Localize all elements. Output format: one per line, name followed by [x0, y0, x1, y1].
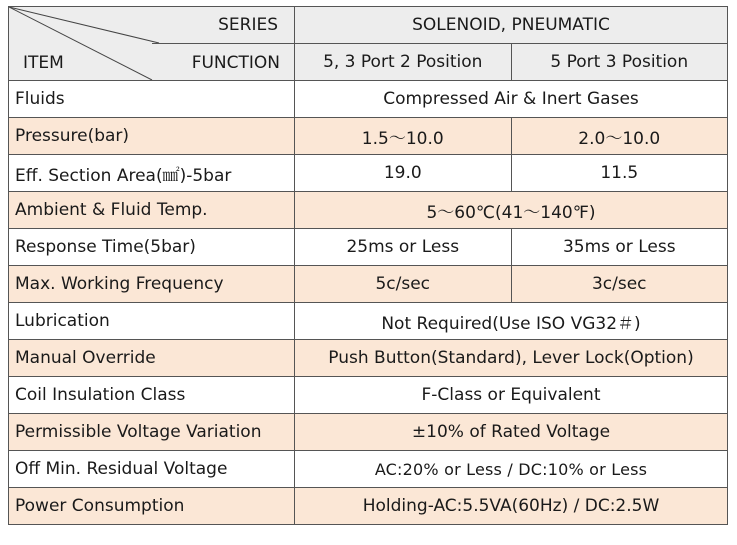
- row-item: Power Consumption: [9, 488, 295, 525]
- row-item: Pressure(bar): [9, 118, 295, 155]
- row-value: 5～60℃(41～140℉): [295, 192, 728, 229]
- diagonal-line-series: [9, 7, 159, 43]
- item-label: ITEM: [23, 53, 64, 73]
- header-corner: [9, 7, 294, 80]
- table-row: [9, 340, 728, 377]
- header-corner-cell: [9, 7, 295, 81]
- row-item: Max. Working Frequency: [9, 266, 295, 303]
- row-value: Not Required(Use ISO VG32＃): [295, 303, 728, 340]
- row-item: Coil Insulation Class: [9, 377, 295, 414]
- row-value: F-Class or Equivalent: [295, 377, 728, 414]
- table-row: [9, 451, 728, 488]
- row-item: Response Time(5bar): [9, 229, 295, 266]
- row-value-col2: 35ms or Less: [511, 229, 728, 266]
- row-item: Eff. Section Area(㎟)-5bar: [9, 155, 295, 192]
- col1-label: 5, 3 Port 2 Position: [295, 44, 512, 81]
- series-value: SOLENOID, PNEUMATIC: [295, 7, 728, 44]
- row-value: AC:20% or Less / DC:10% or Less: [295, 451, 728, 488]
- row-value-col1: 25ms or Less: [295, 229, 512, 266]
- table-row: [9, 377, 728, 414]
- table-row: [9, 229, 728, 266]
- header-row-series: [9, 7, 728, 44]
- row-value-col2: 2.0～10.0: [511, 118, 728, 155]
- row-item: Lubrication: [9, 303, 295, 340]
- row-value: ±10% of Rated Voltage: [295, 414, 728, 451]
- row-item: Ambient & Fluid Temp.: [9, 192, 295, 229]
- table-row: [9, 488, 728, 525]
- row-value: Compressed Air & Inert Gases: [295, 81, 728, 118]
- row-value: Push Button(Standard), Lever Lock(Option): [295, 340, 728, 377]
- row-value-col1: 19.0: [295, 155, 512, 192]
- table-row: [9, 192, 728, 229]
- row-value-col1: 1.5～10.0: [295, 118, 512, 155]
- row-value-col2: 11.5: [511, 155, 728, 192]
- col2-label: 5 Port 3 Position: [511, 44, 728, 81]
- table-row: [9, 118, 728, 155]
- row-value-col1: 5c/sec: [295, 266, 512, 303]
- row-value: Holding-AC:5.5VA(60Hz) / DC:2.5W: [295, 488, 728, 525]
- table-row: [9, 303, 728, 340]
- spec-table: [8, 6, 728, 525]
- table-row: [9, 81, 728, 118]
- table-row: [9, 155, 728, 192]
- row-item: Permissible Voltage Variation: [9, 414, 295, 451]
- row-item: Fluids: [9, 81, 295, 118]
- row-item: Manual Override: [9, 340, 295, 377]
- corner-separator: [152, 43, 294, 44]
- table-row: [9, 266, 728, 303]
- row-value-col2: 3c/sec: [511, 266, 728, 303]
- table-row: [9, 414, 728, 451]
- series-label: SERIES: [218, 15, 278, 35]
- function-label: FUNCTION: [191, 53, 280, 73]
- row-item: Off Min. Residual Voltage: [9, 451, 295, 488]
